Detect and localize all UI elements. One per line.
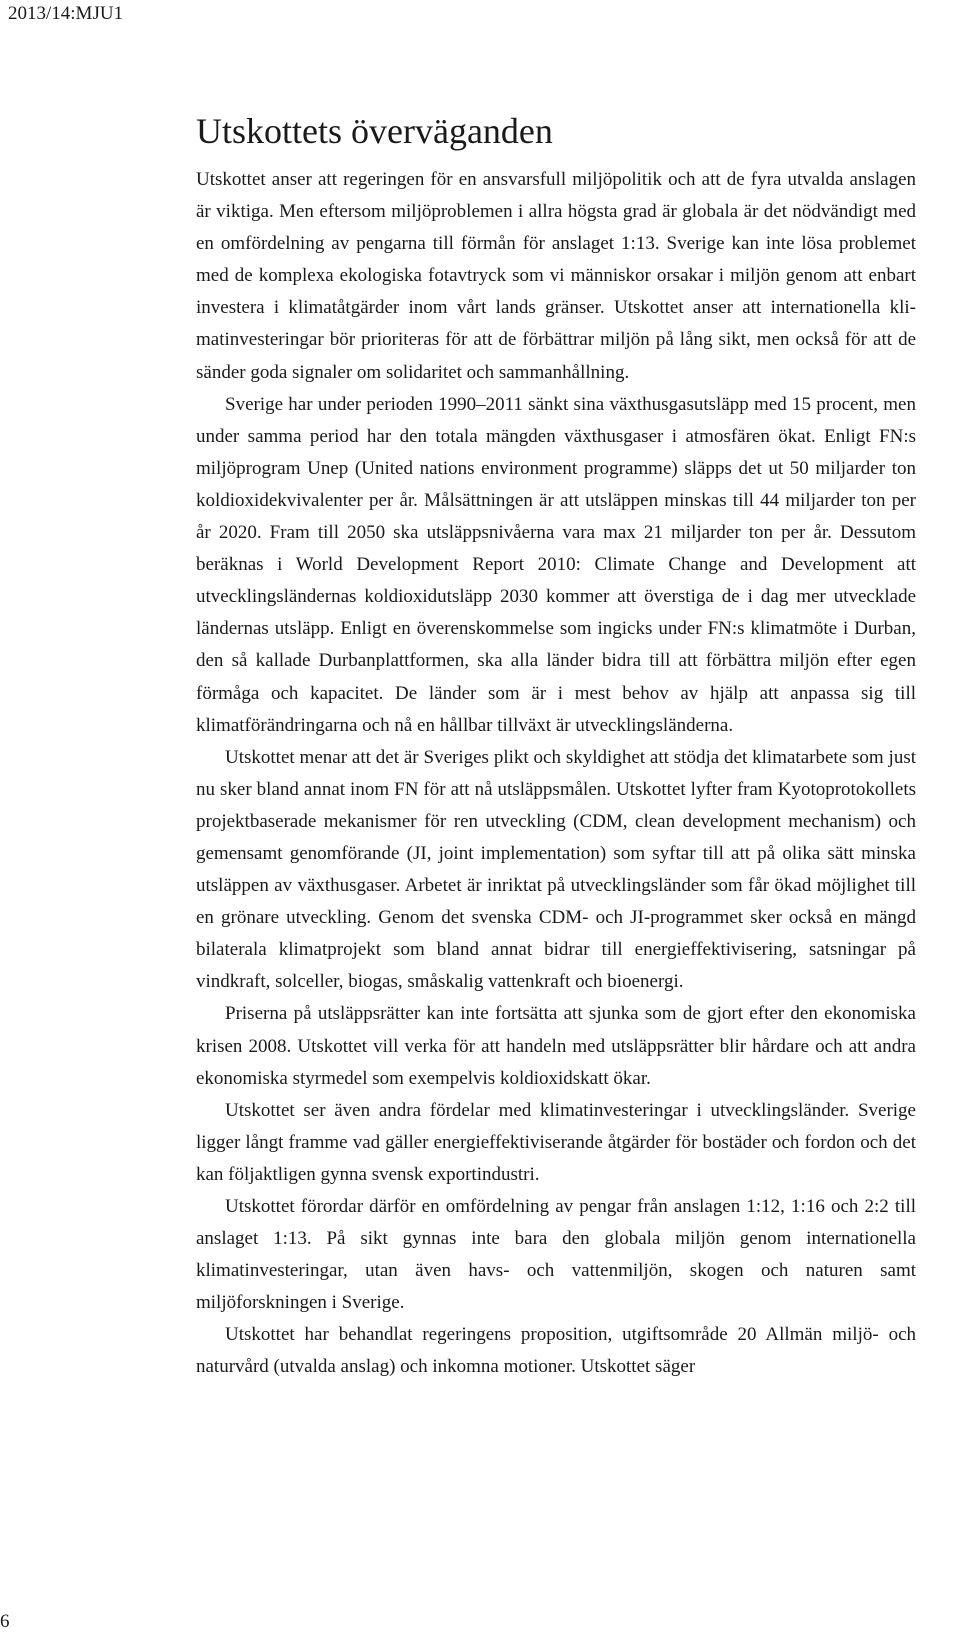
paragraph-3: Utskottet menar att det är Sveriges plikt och skyldighet att stödja det klimatarbete som just nu sker bland annat inom FN för att nå utsläppsmålen. Utskottet lyfter fram Kyotoprotokollets projektbaserade mekanismer för ren utveckling (CDM, clean development mechanism) och gemensamt genomförande (JI, joint implementation) som syftar till att på olika sätt minska utsläppen av växthusgaser. Arbetet är inriktat på utvecklingsländer som får ökad möjlighet till en grönare utveckling. Genom det svenska CDM- och JI-programmet sker också en mängd bilaterala klimatprojekt som bland annat bidrar till energieffektivisering, satsningar på vindkraft, solceller, biogas, småskalig vattenkraft och bioenergi.	[196, 746, 916, 993]
page-number: 6	[0, 1611, 10, 1632]
paragraph-1: Utskottet anser att regeringen för en ansvarsfull miljöpolitik och att de fyra utvalda anslagen är viktiga. Men eftersom miljöproblemen i allra högsta grad är globala är det nödvändigt med en omfördelning av pengarna till förmån för anslaget 1:13. Sverige kan inte lösa problemet med de komplexa ekologiska fotavtryck som vi människor orsakar i miljön genom att enbart investera i klimatåtgärder inom vårt lands gränser. Utskottet anser att internationella klimatinvesteringar bör prioriteras för att de förbättrar miljön på lång sikt, men också för att de sänder goda signaler om solidaritet och sammanhållning.	[196, 169, 916, 383]
document-reference: 2013/14:MJU1	[8, 3, 124, 24]
paragraph-5: Utskottet ser även andra fördelar med klimatinvesteringar i utvecklingsländer. Sverige ligger långt framme vad gäller energieffektiviserande åtgärder för bostäder och fordon och det kan följaktligen gynna svensk exportindustri.	[196, 1099, 916, 1185]
paragraph-7: Utskottet har behandlat regeringens proposition, utgiftsområde 20 Allmän miljö- och naturvård (utvalda anslag) och inkomna motioner. Utskottet säger	[196, 1324, 916, 1378]
section-heading: Utskottets överväganden	[196, 111, 553, 151]
document-body	[196, 108, 916, 1384]
paragraph-6: Utskottet förordar därför en omfördelning av pengar från anslagen 1:12, 1:16 och 2:2 till anslaget 1:13. På sikt gynnas inte bara den globala miljön genom internationella klimatinvesteringar, utan även havs- och vattenmiljön, skogen och naturen samt miljöforskningen i Sverige.	[196, 1196, 916, 1314]
paragraph-2: Sverige har under perioden 1990–2011 sänkt sina växthusgasutsläpp med 15 procent, men under samma period har den totala mängden växthusgaser i atmosfären ökat. Enligt FN:s miljöprogram Unep (United nations environment programme) släpps det ut 50 miljarder ton koldioxidekvivalenter per år. Målsättningen är att utsläppen minskas till 44 miljarder ton per år 2020. Fram till 2050 ska utsläppsnivåerna vara max 21 miljarder ton per år. Dessutom beräknas i World Development Report 2010: Climate Change and Development att utvecklingsländernas koldioxidutsläpp 2030 kommer att överstiga de i dag mer utvecklade ländernas utsläpp. Enligt en överenskommelse som ingicks under FN:s klimatmöte i Durban, den så kallade Durbanplattformen, ska alla länder bidra till att förbättra miljön efter egen förmåga och kapacitet. De länder som är i mest behov av hjälp att anpassa sig till klimatförändringarna och nå en hållbar tillväxt är utvecklingsländerna.	[196, 393, 916, 736]
paragraph-4: Priserna på utsläppsrätter kan inte fortsätta att sjunka som de gjort efter den ekonomiska krisen 2008. Utskottet vill verka för att handeln med utsläppsrätter blir hårdare och att andra ekonomiska styrmedel som exempelvis koldioxidskatt ökar.	[196, 1003, 916, 1089]
